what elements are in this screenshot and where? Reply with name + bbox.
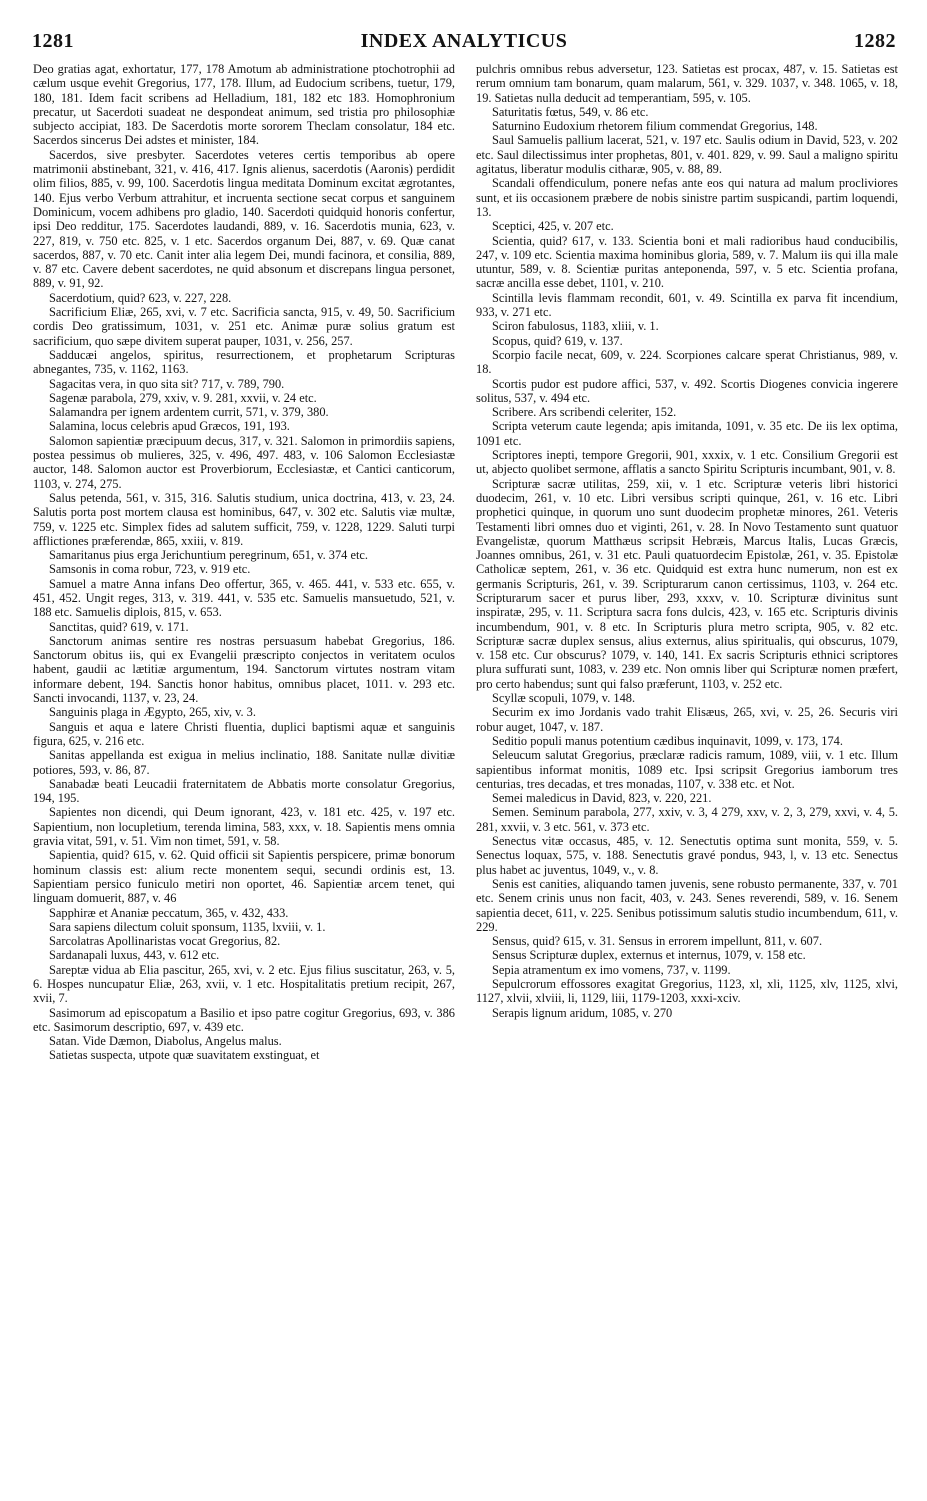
index-entry: Sara sapiens dilectum coluit sponsum, 1135, lxviii, v. 1. <box>49 919 326 934</box>
index-entry: Sciron fabulosus, 1183, xliii, v. 1. <box>492 319 659 334</box>
index-entry: Sagenæ parabola, 279, xxiv, v. 9. 281, xxvii, v. 24 etc. <box>49 390 317 405</box>
index-entry: Sardanapali luxus, 443, v. 612 etc. <box>49 948 220 963</box>
index-column-right <box>476 62 898 1490</box>
index-entry: Scripturæ sacræ utilitas, 259, xii, v. 1 etc. Scripturæ veteris libri historici duodecim, 261, v. 10 etc. Libri versibus scripti quinque, 261, v. 16 etc. Libri prophetici quinque, in quorum uno sunt duodecim prophetæ minores, 261. Veteris Testamenti libri omnes duo et viginti, 261, v. 28. In Novo Testamento sunt quatuor Evangelistæ, quorum Matthæus scripsit Hebræis, Marcus Italis, Lucas Græcis, Joannes omnibus, 261, v. 31 etc. Pauli quatuordecim Epistolæ, 261, v. 35. Epistolæ Catholicæ septem, 261, v. 36 etc. Quidquid est extra hunc numerum, non est ex germanis Scripturis, 261, v. 39. Scripturarum canon certissimus, 1103, v. 264 etc. Scripturarum sacer et purus liber, 293, xxxv, v. 10. Scripturæ divinitus sunt inspiratæ, 295, v. 11. Scriptura sacra fons dulcis, 423, v. 165 etc. Scripturis divinis incumbendum, 901, v. 8 etc. In Scripturis plura metro scripta, 905, v. 82 etc. Scripturæ sacræ duplex sensus, alius externus, alius spiritualis, qui obscurus, 1079, v. 158 etc. Cur obscurus? 1079, v. 140, 141. Ex sacris Scripturis ethnici scriptores plura suffurati sunt, 1083, v. 239 etc. Non omnis liber qui Scripturæ nomen præfert, pro certo habendus; sunt qui falso præferunt, 1103, v. 252 etc. <box>476 476 898 691</box>
index-entry: Semen. Seminum parabola, 277, xxiv, v. 3, 4 279, xxv, v. 2, 3, 279, xxvi, v. 4, 5. 281, xxvii, v. 3 etc. 561, v. 373 etc. <box>476 805 898 834</box>
index-entry: Scientia, quid? 617, v. 133. Scientia boni et mali radioribus haud conducibilis, 247, v. 109 etc. Scientia maxima hominibus gloria, 589, v. 7. Malum iis qui illa male utuntur, 589, v. 8. Scientiæ puritas anteponenda, 597, v. 5 etc. Scientia profana, sacræ ancilla esse debet, 1101, v. 210. <box>476 233 898 291</box>
index-entry: Satan. Vide Dæmon, Diabolus, Angelus malus. <box>49 1034 282 1049</box>
index-entry: Satietas suspecta, utpote quæ suavitatem exstinguat, et <box>49 1048 320 1063</box>
index-entry: Scopus, quid? 619, v. 137. <box>492 333 623 348</box>
index-entry: Salamina, locus celebris apud Græcos, 191, 193. <box>49 419 290 434</box>
running-title: INDEX ANALYTICUS <box>360 30 568 52</box>
page-number-right: 1282 <box>854 30 896 52</box>
index-entry: Sapphiræ et Ananiæ peccatum, 365, v. 432, 433. <box>49 905 289 920</box>
index-entry: Saul Samuelis pallium lacerat, 521, v. 197 etc. Saulis odium in David, 523, v. 202 etc. Saul dilectissimus inter prophetas, 801, v. 401. 829, v. 99. Saul a maligno spiritu agitatus, liberatur modulis citharæ, 905, v. 88, 89. <box>476 133 898 177</box>
index-entry: Sanctitas, quid? 619, v. 171. <box>49 619 189 634</box>
index-entry: Sanguinis plaga in Ægypto, 265, xiv, v. 3. <box>49 705 256 720</box>
index-entry: Scriptores inepti, tempore Gregorii, 901, xxxix, v. 1 etc. Consilium Gregorii est ut, abjecto quolibet sermone, afflatis a sancto Spiritu Scripturis incumbant, 901, v. 8. <box>476 448 898 477</box>
index-entry: Sanabadæ beati Leucadii fraternitatem de Abbatis morte consolatur Gregorius, 194, 195. <box>33 776 455 806</box>
index-entry: Scandali offendiculum, ponere nefas ante eos qui natura ad malum procliviores sunt, et iis occasionem præbere de nobis sinistre partim suspicandi, partim loquendi, 13. <box>476 176 898 219</box>
index-entry: Saturnino Eudoxium rhetorem filium commendat Gregorius, 148. <box>492 119 818 134</box>
index-entry: Sapientia, quid? 615, v. 62. Quid officii sit Sapientis perspicere, primæ bonorum hominum classis est: alium recte monentem sequi, secundi ordinis est, 13. Sapientiam persico funiculo metiri non oportet, 46. Sapientiæ arcem tenet, qui linguam domuerit, 887, v. 46 <box>33 848 455 906</box>
index-entry: Sensus Scripturæ duplex, externus et internus, 1079, v. 158 etc. <box>492 948 806 963</box>
index-entry: Sepia atramentum ex imo vomens, 737, v. 1199. <box>492 962 731 977</box>
index-entry: Scortis pudor est pudore affici, 537, v. 492. Scortis Diogenes convicia ingerere solitus, 537, v. 494 etc. <box>476 376 898 405</box>
index-entry: Securim ex imo Jordanis vado trahit Elisæus, 265, xvi, v. 25, 26. Securis viri robur auget, 1047, v. 187. <box>476 705 898 734</box>
index-entry: Sarcolatras Apollinaristas vocat Gregorius, 82. <box>49 934 281 949</box>
index-entry: Scorpio facile necat, 609, v. 224. Scorpiones calcare sperat Christianus, 989, v. 18. <box>476 347 898 377</box>
index-entry: Sasimorum ad episcopatum a Basilio et ipso patre cogitur Gregorius, 693, v. 386 etc. Sasimorum descriptio, 697, v. 439 etc. <box>33 1005 455 1034</box>
index-entry: Sceptici, 425, v. 207 etc. <box>492 219 614 234</box>
page-header <box>32 30 896 64</box>
index-entry: Scripta veterum caute legenda; apis imitanda, 1091, v. 35 etc. De iis lex optima, 1091 etc. <box>476 419 898 448</box>
index-entry: Salomon sapientiæ præcipuum decus, 317, v. 321. Salomon in primordiis sapiens, postea pessimus ob mulieres, 325, v. 496, 497. 483, v. 106 Salomon Ecclesiastæ auctor, 148. Salomon auctor est Proverbiorum, Ecclesiastæ, et Cantici canticorum, 1103, v. 274, 275. <box>33 433 455 491</box>
index-column-left <box>33 62 455 1490</box>
index-entry: Sacerdotium, quid? 623, v. 227, 228. <box>49 290 232 305</box>
index-entry: Salus petenda, 561, v. 315, 316. Salutis studium, unica doctrina, 413, v. 23, 24. Salutis porta post mortem clausa est hominibus, 647, v. 302 etc. Salutis viæ multæ, 759, v. 1225 etc. Simplex fides ad salutem sufficit, 759, v. 1228, 1229. Saluti turpi afflictiones præferendæ, 865, xxiii, v. 819. <box>33 490 455 548</box>
index-entry: Sagacitas vera, in quo sita sit? 717, v. 789, 790. <box>49 376 285 391</box>
index-entry: Salamandra per ignem ardentem currit, 571, v. 379, 380. <box>49 405 329 420</box>
index-entry: Seditio populi manus potentium cædibus inquinavit, 1099, v. 173, 174. <box>492 733 843 748</box>
index-entry: Sapientes non dicendi, qui Deum ignorant, 423, v. 181 etc. 425, v. 197 etc. Sapientium, non locupletium, terenda limina, 583, xxx, v. 18. Sapientis mens omnia gravia vitat, 591, v. 51. Vim non timet, 591, v. 58. <box>33 805 455 849</box>
index-entry: Samaritanus pius erga Jerichuntium peregrinum, 651, v. 374 etc. <box>49 548 368 563</box>
index-entry: Scribere. Ars scribendi celeriter, 152. <box>492 405 677 420</box>
index-entry: Sanitas appellanda est exigua in melius inclinatio, 188. Sanitate nullæ divitiæ potiores, 593, v. 86, 87. <box>33 748 455 777</box>
index-entry: Semei maledicus in David, 823, v. 220, 221. <box>492 791 712 806</box>
index-entry: Samuel a matre Anna infans Deo offertur, 365, v. 465. 441, v. 533 etc. 655, v. 451, 452. Ungit reges, 313, v. 319. 441, v. 535 etc. Samuelis mansuetudo, 521, v. 188 etc. Samuelis diplois, 815, v. 653. <box>33 576 455 620</box>
index-entry: Sanctorum animas sentire res nostras persuasum habebat Gregorius, 186. Sanctorum obitus iis, qui ex Evangelii præscripto conjectos in veritatem oculos habent, gaudii ac lætitiæ argumentum, 194. Sanctorum virtutes nostram vitam informare debent, 194. Sanctis honor habitus, omnibus placet, 1011. v. 293 etc. Sancti invocandi, 1137, v. 23, 24. <box>33 633 455 706</box>
index-entry: Saturitatis fœtus, 549, v. 86 etc. <box>492 104 649 119</box>
index-entry: Serapis lignum aridum, 1085, v. 270 <box>492 1005 673 1020</box>
index-entry: Sanguis et aqua e latere Christi fluentia, duplici baptismi aquæ et sanguinis figura, 625, v. 216 etc. <box>33 719 455 748</box>
index-entry: Sacrificium Eliæ, 265, xvi, v. 7 etc. Sacrificia sancta, 915, v. 49, 50. Sacrificium cordis Deo gratissimum, 1031, v. 251 etc. Animæ puræ solius gratum est sacrificium, quo sæpe divitem superat pauper, 1031, v. 256, 257. <box>33 305 455 348</box>
index-entry: Sadducæi angelos, spiritus, resurrectionem, et prophetarum Scripturas abnegantes, 735, v. 1162, 1163. <box>33 347 455 377</box>
index-entry: Sareptæ vidua ab Elia pascitur, 265, xvi, v. 2 etc. Ejus filius suscitatur, 263, v. 5, 6. Hospes nuncupatur Eliæ, 263, xvii, v. 1 etc. Hospitalitatis pretium recipit, 267, xvii, 7. <box>33 962 455 1006</box>
index-entry: Senis est canities, aliquando tamen juvenis, sene robusto permanente, 337, v. 701 etc. Senem crinis unus non facit, 403, v. 243. Senes reverendi, 589, v. 16. Senem sapientia decet, 611, v. 225. Senibus potissimum salutis studio incumbendum, 611, v. 229. <box>476 876 898 934</box>
index-entry: Scyllæ scopuli, 1079, v. 148. <box>492 691 636 706</box>
index-entry: Sensus, quid? 615, v. 31. Sensus in errorem impellunt, 811, v. 607. <box>492 934 823 949</box>
index-entry: Scintilla levis flammam recondit, 601, v. 49. Scintilla ex parva fit incendium, 933, v. 271 etc. <box>476 290 898 320</box>
index-entry: Senectus vitæ occasus, 485, v. 12. Senectutis optima sunt monita, 559, v. 5. Senectus loquax, 575, v. 188. Senectutis gravé pondus, 943, l, v. 13 etc. Senectus plus habet ac juventus, 1049, v., v. 8. <box>476 834 898 877</box>
index-entry: Sacerdos, sive presbyter. Sacerdotes veteres certis temporibus ab opere matrimonii abstinebant, 321, v. 416, 417. Ignis alienus, sacerdotis (Aaronis) perdidit olim filios, 885, v. 99, 100. Sacerdotis lingua meditata Dominum excitat ægrotantes, 140. Ejus verbo Verbum attrahitur, et incruenta sectione secat corpus et sanguinem Dominicum, vocem adhibens pro gladio, 140. Sacerdoti quidquid honoris confertur, ipsi Deo redditur, 175. Sacerdotes laudandi, 889, v. 16. Sacerdotis munia, 623, v. 227, 819, v. 750 etc. 825, v. 1 etc. Sacerdos organum Dei, 887, v. 69. Quæ canat sacerdos, 887, v. 70 etc. Canit inter alia legem Dei, mundi facinora, et consilia, 889, v. 87 etc. Cavere debent sacerdotes, ne quid absonum et discrepans lingua personet, 889, v. 91, 92. <box>33 147 455 291</box>
index-entry: Deo gratias agat, exhortatur, 177, 178 Amotum ab administratione ptochotrophii ad cælum usque evehit Gregorius, 177, 178. Illum, ad Eudocium scribens, tuetur, 179, 180, 181. Idem facit scribens ad Helladium, 181, 182 etc 183. Homophronium precatur, ut Sacerdoti suadeat ne despondeat animum, sed tristia pro philosophiæ subjecto accipiat, 183. De Sacerdotis morte sororem Theclam consolatur, 184 etc. Sacerdos sincerus Dei adstes et minister, 184. <box>33 62 455 148</box>
index-entry: Samsonis in coma robur, 723, v. 919 etc. <box>49 562 251 577</box>
index-entry: Seleucum salutat Gregorius, præclaræ radicis ramum, 1089, viii, v. 1 etc. Illum sapientibus informat monitis, 1089 etc. Ipsi scripsit Gregorius iamborum tres centurias, tres decadas, et tres monadas, 1107, v. 338 etc. et Not. <box>476 748 898 791</box>
page-number-left: 1281 <box>32 30 74 52</box>
index-entry: Sepulcrorum effossores exagitat Gregorius, 1123, xl, xli, 1125, xlv, 1125, xlvi, 1127, xlvii, xlviii, li, 1129, liii, 1179-1203, xxxi-xciv. <box>476 977 898 1006</box>
index-entry: pulchris omnibus rebus adversetur, 123. Satietas est procax, 487, v. 15. Satietas est rerum omnium tam bonarum, quam malarum, 561, v. 329. 1037, v. 348. 1065, v. 18, 19. Satietas nulla deducit ad temperantiam, 595, v. 105. <box>476 62 898 105</box>
